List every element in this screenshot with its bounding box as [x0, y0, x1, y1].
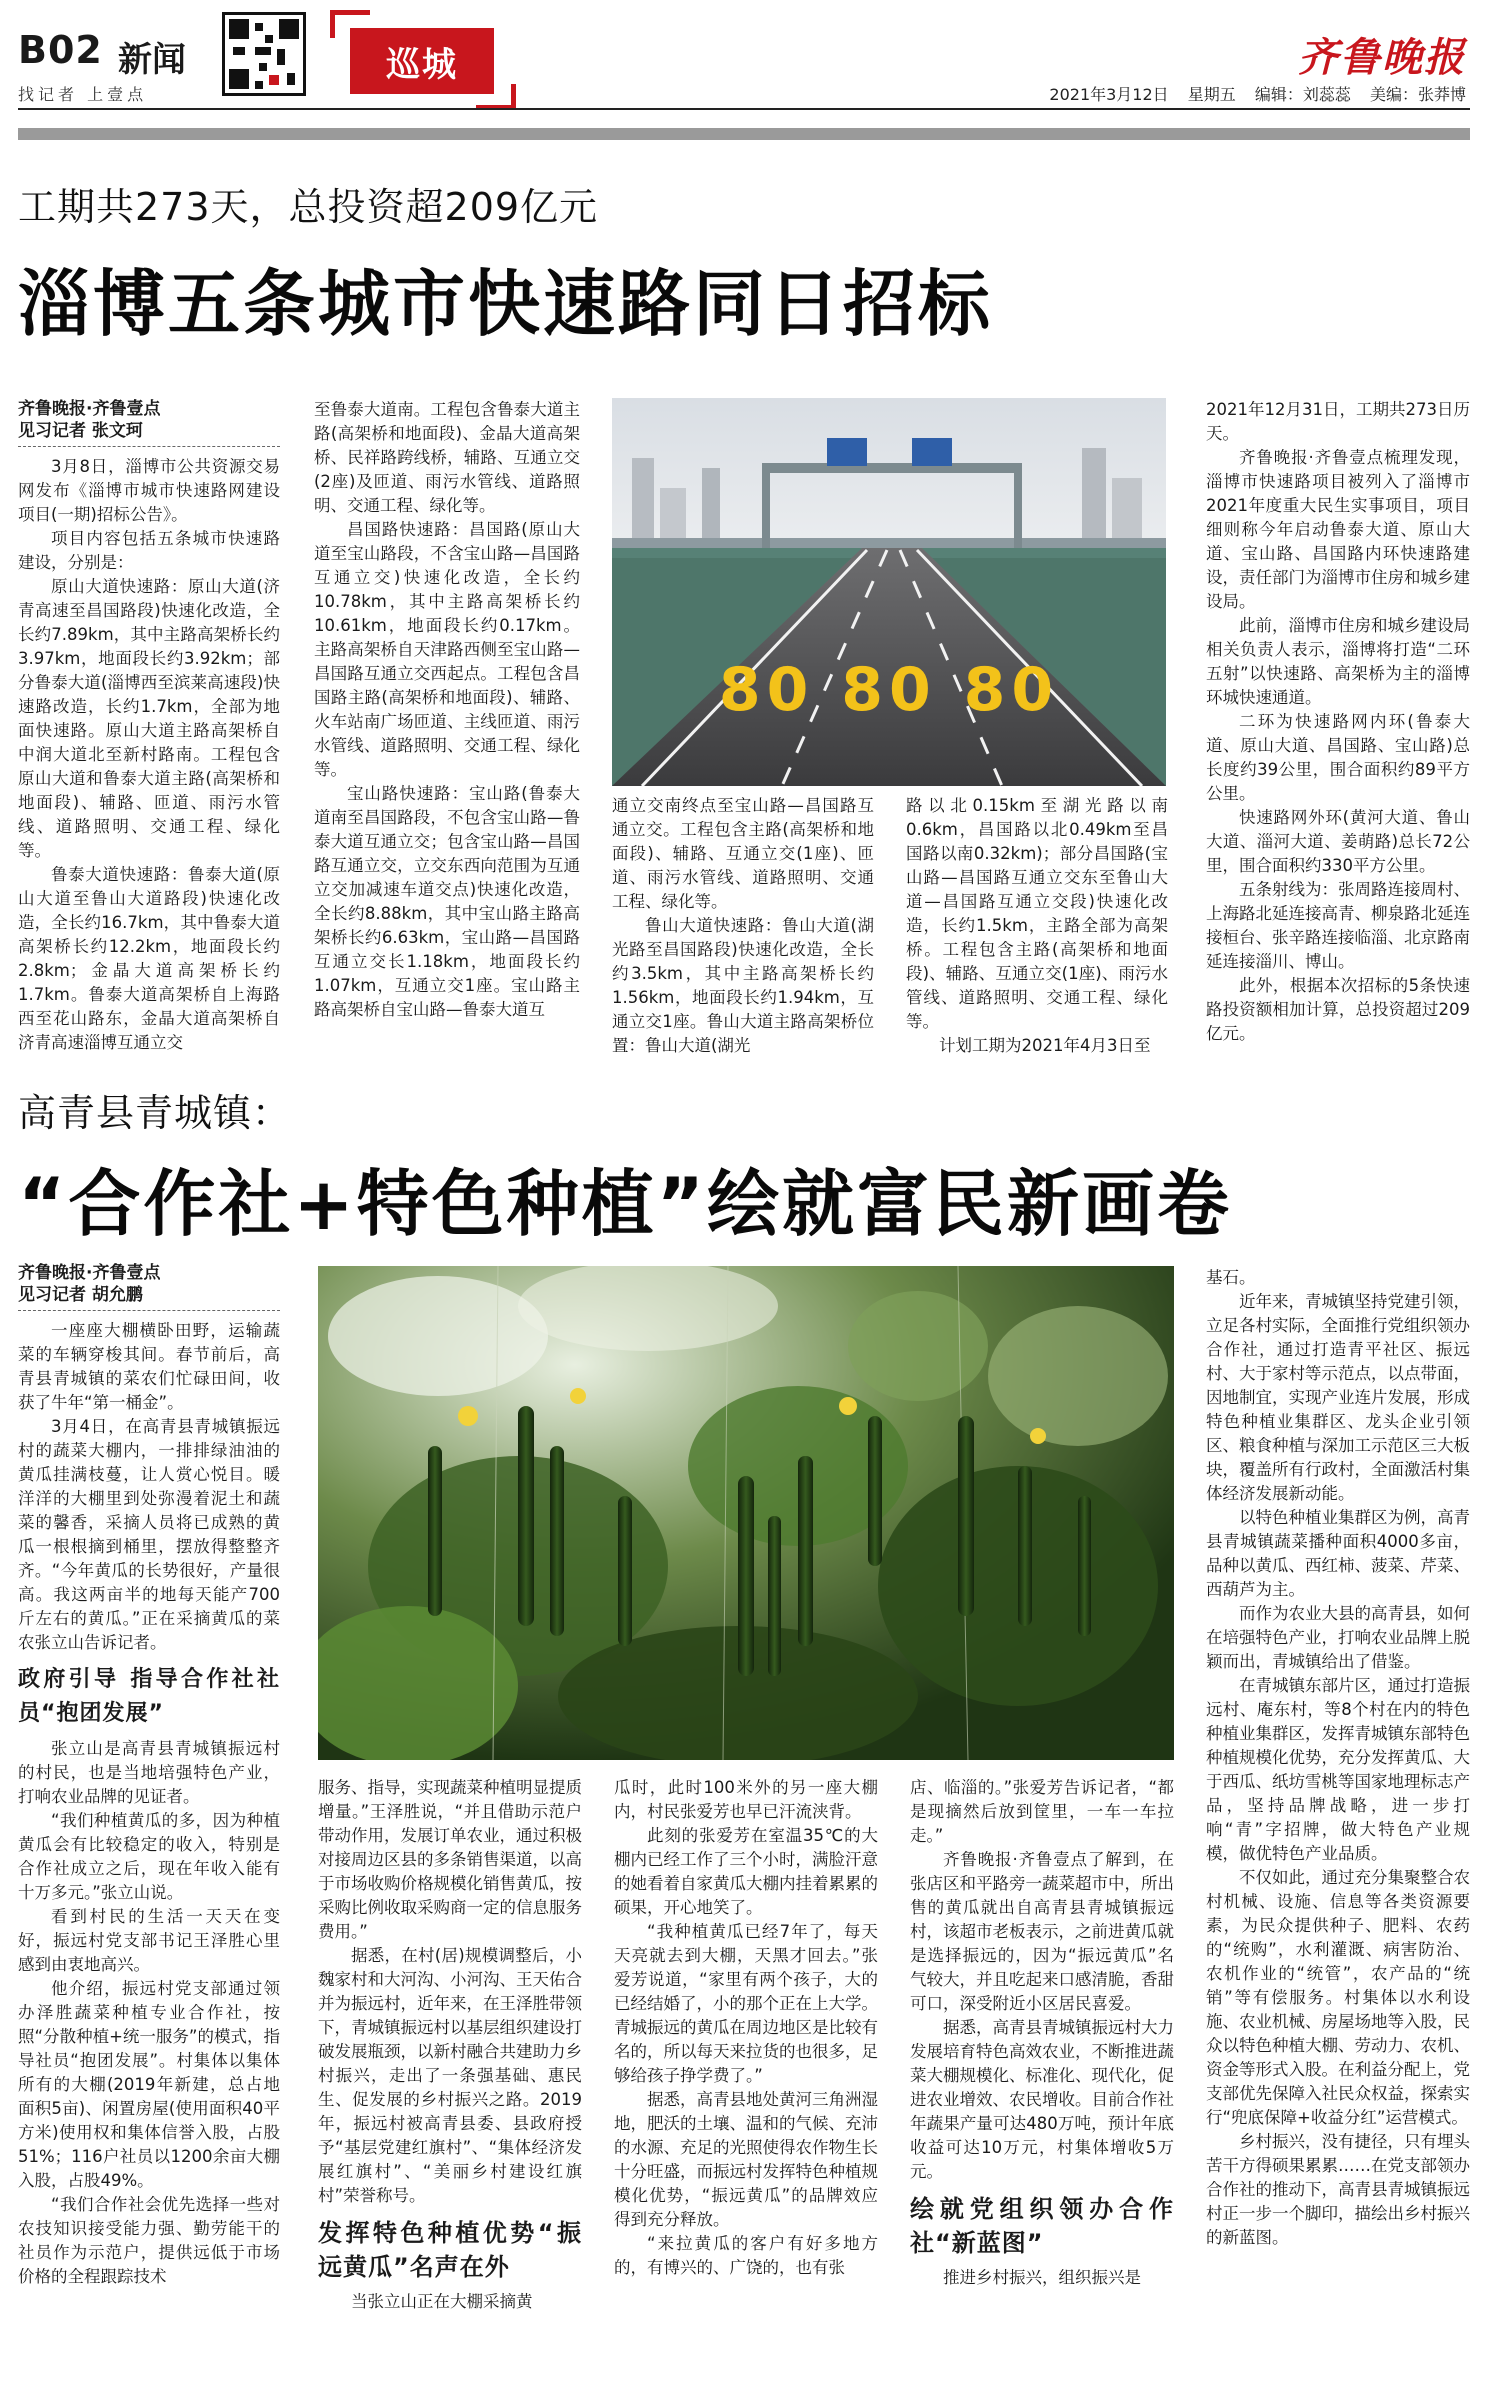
paragraph: 不仅如此，通过充分集聚整合农村机械、设施、信息等各类资源要素，为民众提供种子、肥料、农药的“统购”，水利灌溉、病害防治、农机作业的“统管”，农产品的“统销”等有偿服务。村集体以水利设施、农业机械、房屋场地等入股，民众以特色种植大棚、劳动力、农机、资金等形式入股。在利益分配上，党支部优先保障入社民众权益，探索实行“兜底保障+收益分红”运营模式。 [1206, 1868, 1470, 2127]
article2-byline-org: 齐鲁晚报·齐鲁壹点 [18, 1263, 161, 1283]
section-name: 新闻 [118, 40, 186, 80]
article2-column-1 [18, 1262, 280, 2382]
paragraph: “来拉黄瓜的客户有好多地方的，有博兴的、广饶的，也有张 [614, 2234, 878, 2277]
paragraph: 项目内容包括五条城市快速路建设，分别是： [18, 529, 280, 572]
paragraph: 鲁泰大道快速路：鲁泰大道(原山大道至鲁山大道路段)快速化改造，全长约16.7km，其中鲁泰大道高架桥长约12.2km，地面段长约2.8km；金晶大道高架桥长约1.7km。鲁泰大道高架桥自上海路西至花山路东，金晶大道高架桥自济青高速淄博互通立交 [18, 865, 280, 1052]
slogan: 找记者 上壹点 [18, 85, 148, 104]
article2-column-4 [910, 1776, 1174, 2382]
issue-weekday: 星期五 [1187, 85, 1236, 104]
paragraph: 此前，淄博市住房和城乡建设局相关负责人表示，淄博将打造“二环五射”以快速路、高架桥为主的淄博环城快速通道。 [1206, 616, 1470, 707]
article2-kicker: 高青县青城镇： [18, 1091, 292, 1135]
article1-column-3 [612, 794, 874, 1058]
paragraph: 通立交南终点至宝山路—昌国路互通立交。工程包含主路(高架桥和地面段)、辅路、互通立交(1座)、匝道、雨污水管线、道路照明、交通工程、绿化等。 [612, 796, 874, 911]
highway-photo [612, 398, 1166, 786]
byline-divider [18, 1310, 280, 1311]
paragraph: 路以北0.15km至湖光路以南0.6km，昌国路以北0.49km至昌国路以南0.32km)；部分昌国路(宝山路—昌国路互通立交东至鲁山大道—昌国路互通立交段)快速化改造，长约1.5km，主路全部为高架桥。工程包含主路(高架桥和地面段)、辅路、互通立交(1座)、雨污水管线、道路照明、交通工程、绿化等。 [906, 796, 1168, 1031]
paragraph: 一座座大棚横卧田野，运输蔬菜的车辆穿梭其间。春节前后，高青县青城镇的菜农们忙碌田间，收获了牛年“第一桶金”。 [18, 1321, 280, 1412]
masthead-rule [18, 108, 1470, 110]
paragraph: 此外，根据本次招标的5条快速路投资额相加计算，总投资超过209亿元。 [1206, 976, 1470, 1043]
paragraph: 店、临淄的。”张爱芳告诉记者，“都是现摘然后放到筐里，一车一车拉走。” [910, 1778, 1174, 1845]
article1-column-2 [314, 398, 580, 1058]
page-code: B02 [18, 28, 103, 72]
designer-credit: 美编：张莽博 [1369, 85, 1466, 104]
paragraph: 近年来，青城镇坚持党建引领，立足各村实际，全面推行党组织领办合作社，通过打造青平社区、振远村、大于家村等示范点，以点带面，因地制宜，实现产业连片发展，形成特色种植业集群区、龙头企业引领区、粮食种植与深加工示范区三大板块，覆盖所有行政村，全面激活村集体经济发展新动能。 [1206, 1292, 1470, 1503]
paragraph: 乡村振兴，没有捷径，只有埋头苦干方得硕果累累……在党支部领办合作社的推动下，高青县青城镇振远村正一步一个脚印，描绘出乡村振兴的新蓝图。 [1206, 2132, 1470, 2247]
paragraph: 以特色种植业集群区为例，高青县青城镇蔬菜播种面积4000多亩，品种以黄瓜、西红柿、菠菜、芹菜、西葫芦为主。 [1206, 1508, 1470, 1599]
paragraph: 二环为快速路网内环(鲁泰大道、原山大道、昌国路、宝山路)总长度约39公里，围合面积约89平方公里。 [1206, 712, 1470, 803]
article1-kicker: 工期共273天，总投资超209亿元 [18, 185, 599, 229]
paragraph: 齐鲁晚报·齐鲁壹点梳理发现，淄博市快速路项目被列入了淄博市2021年度重大民生实事项目，项目细则称今年启动鲁泰大道、原山大道、宝山路、昌国路内环快速路建设，责任部门为淄博市住房和城乡建设局。 [1206, 448, 1470, 611]
road-speed-marking: 80 80 80 [718, 655, 1060, 725]
paragraph: 昌国路快速路：昌国路(原山大道至宝山路段，不含宝山路—昌国路互通立交)快速化改造，全长约10.78km，其中主路高架桥长约10.61km，地面段长约0.17km。主路高架桥自天津路西侧至宝山路—昌国路互通立交西起点。工程包含昌国路主路(高架桥和地面段)、辅路、火车站南广场匝道、主线匝道、雨污水管线、道路照明、交通工程、绿化等。 [314, 520, 580, 779]
paragraph: 当张立山正在大棚采摘黄 [351, 2292, 533, 2311]
issue-date: 2021年3月12日 [1049, 85, 1169, 104]
paragraph: 此刻的张爱芳在室温35℃的大棚内已经工作了三个小时，满脸汗意的她看着自家黄瓜大棚内挂着累累的硕果，开心地笑了。 [614, 1826, 878, 1917]
article1-column-5 [1206, 398, 1470, 1058]
paragraph: 他介绍，振远村党支部通过领办泽胜蔬菜种植专业合作社，按照“分散种植+统一服务”的模式，指导社员“抱团发展”。村集体以集体所有的大棚(2019年新建，总占地面积5亩)、闲置房屋(使用面积40平方米)使用权和集体信誉入股，占股51%；116户社员以1200余亩大棚入股，占股49%。 [18, 1979, 280, 2190]
newspaper-logo: 齐鲁晚报 [1298, 34, 1466, 81]
article1-column-1 [18, 398, 280, 1058]
paragraph: 据悉，高青县青城镇振远村大力发展培育特色高效农业，不断推进蔬菜大棚规模化、标准化、现代化，促进农业增效、农民增收。目前合作社年蔬果产量可达480万吨，预计年底收益可达10万元，村集体增收5万元。 [910, 2018, 1174, 2181]
paragraph: 3月4日，在高青县青城镇振远村的蔬菜大棚内，一排排绿油油的黄瓜挂满枝蔓，让人赏心悦目。暖洋洋的大棚里到处弥漫着泥土和蔬菜的馨香，采摘人员将已成熟的黄瓜一根根摘到桶里，摆放得整整齐齐。“今年黄瓜的长势很好，产量很高。我这两亩半的地每天能产700斤左右的黄瓜。”正在采摘黄瓜的菜农张立山告诉记者。 [18, 1417, 280, 1652]
article1-column-4 [906, 794, 1168, 1058]
qr-code-icon[interactable] [222, 12, 306, 96]
cucumber-greenhouse-photo [318, 1266, 1174, 1760]
paragraph: “我种植黄瓜已经7年了，每天天亮就去到大棚，天黑才回去。”张爱芳说道，“家里有两个孩子，大的已经结婚了，小的那个正在上大学。青城振远的黄瓜在周边地区是比较有名的，所以每天来拉货的也很多，足够给孩子挣学费了。” [614, 1922, 878, 2085]
paragraph: “我们合作社会优先选择一些对农技知识接受能力强、勤劳能干的社员作为示范户，提供远低于市场价格的全程跟踪技术 [18, 2195, 280, 2286]
article1-byline-reporter: 见习记者 张文珂 [18, 421, 143, 441]
article2-column-5 [1206, 1266, 1470, 2382]
paragraph: 2021年12月31日，工期共273日历天。 [1206, 400, 1470, 443]
masthead-bar [18, 128, 1470, 140]
tag-frame-bottom [476, 84, 516, 110]
article2-subhead-1: 政府引导 指导合作社社员“抱团发展” [18, 1667, 280, 1726]
article2-column-3 [614, 1776, 878, 2382]
article1-headline[interactable]: 淄博五条城市快速路同日招标 [18, 262, 994, 346]
article1-byline-org: 齐鲁晚报·齐鲁壹点 [18, 399, 161, 419]
paragraph: 在青城镇东部片区，通过打造振远村、庵东村，等8个村在内的特色种植业集群区，发挥青城镇东部特色种植规模化优势，充分发挥黄瓜、大于西瓜、纸坊雪桃等国家地理标志产品，坚持品牌战略，进一步打响“青”字招牌，做大特色产业规模，做优特色产业品质。 [1206, 1676, 1470, 1863]
masthead [0, 0, 1488, 130]
article2-subhead-3: 绘就党组织领办合作社“新蓝图” [910, 2195, 1174, 2257]
dateline [1035, 82, 1466, 105]
paragraph: 服务、指导，实现蔬菜种植明显提质增量。”王泽胜说，“并且借助示范户带动作用，发展订单农业，通过积极对接周边区县的多条销售渠道，以高于市场收购价格规模化销售黄瓜，按采购比例收取采购商一定的信息服务费用。” [318, 1778, 582, 1941]
editor-credit: 编辑：刘蕊蕊 [1254, 85, 1351, 104]
paragraph: 推进乡村振兴，组织振兴是 [943, 2268, 1141, 2287]
paragraph: 瓜时，此时100米外的另一座大棚内，村民张爱芳也早已汗流浃背。 [614, 1778, 878, 1821]
paragraph: 原山大道快速路：原山大道(济青高速至昌国路段)快速化改造，全长约7.89km，其中主路高架桥长约3.97km，地面段长约3.92km；部分鲁泰大道(淄博西至滨莱高速段)快速路改造，长约1.7km，全部为地面快速路。原山大道主路高架桥自中润大道北至新村路南。工程包含原山大道和鲁泰大道主路(高架桥和地面段)、辅路、匝道、雨污水管线、道路照明、交通工程、绿化等。 [18, 577, 280, 860]
byline-divider [18, 446, 280, 447]
column-tag: 巡城 [350, 28, 494, 94]
article2-subhead-2: 发挥特色种植优势“振远黄瓜”名声在外 [318, 2219, 582, 2281]
article2-column-2 [318, 1776, 582, 2382]
article2-byline-reporter: 见习记者 胡允鹏 [18, 1285, 143, 1305]
paragraph: 鲁山大道快速路：鲁山大道(湖光路至昌国路段)快速化改造，全长约3.5km，其中主路高架桥长约1.56km，地面段长约1.94km，互通立交1座。鲁山大道主路高架桥位置：鲁山大道(湖光 [612, 916, 874, 1055]
paragraph: 齐鲁晚报·齐鲁壹点了解到，在张店区和平路旁一蔬菜超市中，所出售的黄瓜就出自高青县青城镇振远村，该超市老板表示，之前进黄瓜就是选择振远的，因为“振远黄瓜”名气较大，并且吃起来口感清脆，香甜可口，深受附近小区居民喜爱。 [910, 1850, 1174, 2013]
paragraph: 快速路网外环(黄河大道、鲁山大道、淄河大道、姜萌路)总长72公里，围合面积约330平方公里。 [1206, 808, 1470, 875]
paragraph: 据悉，高青县地处黄河三角洲湿地，肥沃的土壤、温和的气候、充沛的水源、充足的光照使得农作物生长十分旺盛，而振远村发挥特色种植规模化优势，“振远黄瓜”的品牌效应得到充分释放。 [614, 2090, 878, 2229]
paragraph: 看到村民的生活一天天在变好，振远村党支部书记王泽胜心里感到由衷地高兴。 [18, 1907, 280, 1974]
paragraph: 而作为农业大县的高青县，如何在培强特色产业，打响农业品牌上脱颖而出，青城镇给出了借鉴。 [1206, 1604, 1470, 1671]
paragraph: 3月8日，淄博市公共资源交易网发布《淄博市城市快速路网建设项目(一期)招标公告》。 [18, 457, 280, 524]
article2-headline[interactable]: “合作社+特色种植”绘就富民新画卷 [18, 1162, 1232, 1246]
paragraph: 计划工期为2021年4月3日至 [939, 1036, 1151, 1055]
paragraph: 宝山路快速路：宝山路(鲁泰大道南至昌国路段，不包含宝山路—鲁泰大道互通立交；包含宝山路—昌国路互通立交，立交东西向范围为互通立交加减速车道交点)快速化改造，全长约8.88km，其中宝山路主路高架桥长约6.63km，宝山路—昌国路互通立交长1.18km，地面段长约1.07km，互通立交1座。宝山路主路高架桥自宝山路—鲁泰大道互 [314, 784, 580, 1019]
paragraph: 张立山是高青县青城镇振远村的村民，也是当地培强特色产业，打响农业品牌的见证者。 [18, 1739, 280, 1806]
paragraph: 基石。 [1206, 1268, 1256, 1287]
paragraph: 五条射线为：张周路连接周村、上海路北延连接高青、柳泉路北延连接桓台、张辛路连接临淄、北京路南延连接淄川、博山。 [1206, 880, 1470, 971]
paragraph: 至鲁泰大道南。工程包含鲁泰大道主路(高架桥和地面段)、金晶大道高架桥、民祥路跨线桥，辅路、互通立交(2座)及匝道、雨污水管线、道路照明、交通工程、绿化等。 [314, 400, 580, 515]
paragraph: “我们种植黄瓜的多，因为种植黄瓜会有比较稳定的收入，特别是合作社成立之后，现在年收入能有十万多元。”张立山说。 [18, 1811, 280, 1902]
paragraph: 据悉，在村(居)规模调整后，小魏家村和大河沟、小河沟、王天佑合并为振远村，近年来，在王泽胜带领下，青城镇振远村以基层组织建设打破发展瓶颈，以新村融合共建助力乡村振兴，走出了一条强基础、惠民生、促发展的乡村振兴之路。2019年，振远村被高青县委、县政府授予“基层党建红旗村”、“集体经济发展红旗村”、“美丽乡村建设红旗村”荣誉称号。 [318, 1946, 582, 2205]
